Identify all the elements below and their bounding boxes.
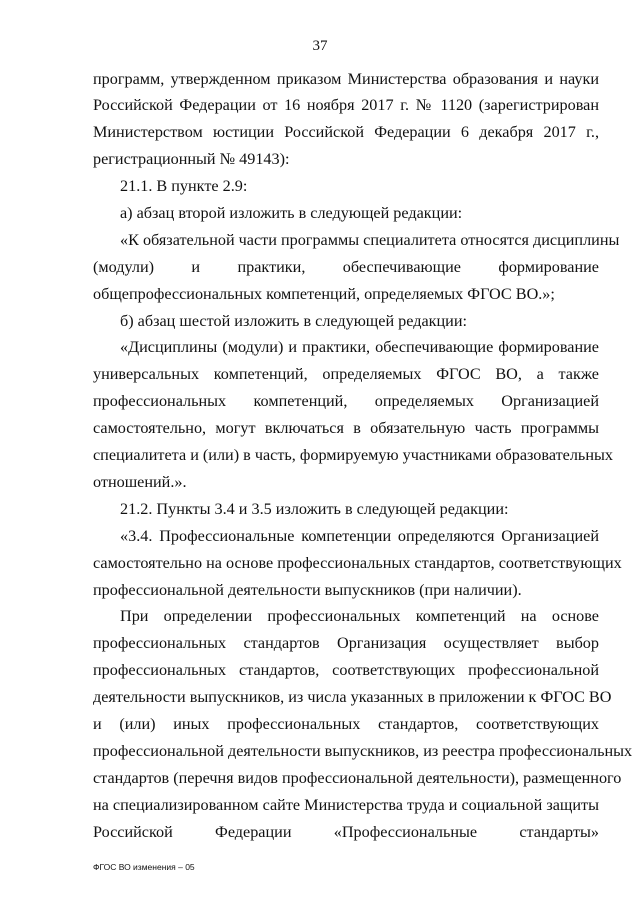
text-line: самостоятельно, могут включаться в обязательную часть программы [93, 419, 599, 437]
text-line: профессиональной деятельности выпускников, из реестра профессиональных [93, 742, 633, 760]
text-line: (модули) и практики, обеспечивающие формирование [93, 258, 599, 276]
text-line: отношений.». [93, 473, 187, 491]
text-line: профессиональной деятельности выпускников (при наличии). [93, 581, 522, 599]
text-line: стандартов (перечня видов профессиональной деятельности), размещенного [93, 769, 622, 787]
text-line: и (или) иных профессиональных стандартов, соответствующих [93, 715, 599, 733]
text-line: «Дисциплины (модули) и практики, обеспечивающие формирование [120, 338, 599, 356]
text-line: б) абзац шестой изложить в следующей редакции: [120, 312, 468, 330]
text-line: деятельности выпускников, из числа указанных в приложении к ФГОС ВО [93, 688, 612, 706]
text-line: на специализированном сайте Министерства труда и социальной защиты [93, 796, 599, 814]
text-line: профессиональных компетенций, определяемых Организацией [93, 392, 599, 410]
text-line: а) абзац второй изложить в следующей редакции: [120, 204, 463, 222]
text-line: Российской Федерации «Профессиональные стандарты» [93, 823, 599, 841]
text-line: универсальных компетенций, определяемых ФГОС ВО, а также [93, 365, 599, 383]
text-line: Российской Федерации от 16 ноября 2017 г. № 1120 (зарегистрирован [93, 96, 599, 114]
page-footer: ФГОС ВО изменения – 05 [93, 862, 195, 872]
text-line: При определении профессиональных компетенций на основе [120, 607, 599, 625]
text-line: 21.2. Пункты 3.4 и 3.5 изложить в следующей редакции: [120, 500, 509, 518]
text-line: 21.1. В пункте 2.9: [120, 177, 248, 195]
text-line: Министерством юстиции Российской Федерации 6 декабря 2017 г., [93, 123, 599, 141]
page-number: 37 [312, 38, 328, 54]
text-line: профессиональных стандартов Организация осуществляет выбор [93, 634, 599, 652]
text-line: «3.4. Профессиональные компетенции определяются Организацией [120, 527, 599, 545]
text-line: общепрофессиональных компетенций, определяемых ФГОС ВО.»; [93, 285, 555, 303]
text-line: профессиональных стандартов, соответствующих профессиональной [93, 661, 599, 679]
text-line: специалитета и (или) в часть, формируемую участниками образовательных [93, 446, 613, 464]
text-line: самостоятельно на основе профессиональных стандартов, соответствующих [93, 554, 622, 572]
text-line: программ, утвержденном приказом Министерства образования и науки [93, 70, 599, 88]
text-line: «К обязательной части программы специалитета относятся дисциплины [120, 231, 620, 249]
text-line: регистрационный № 49143): [93, 150, 290, 168]
